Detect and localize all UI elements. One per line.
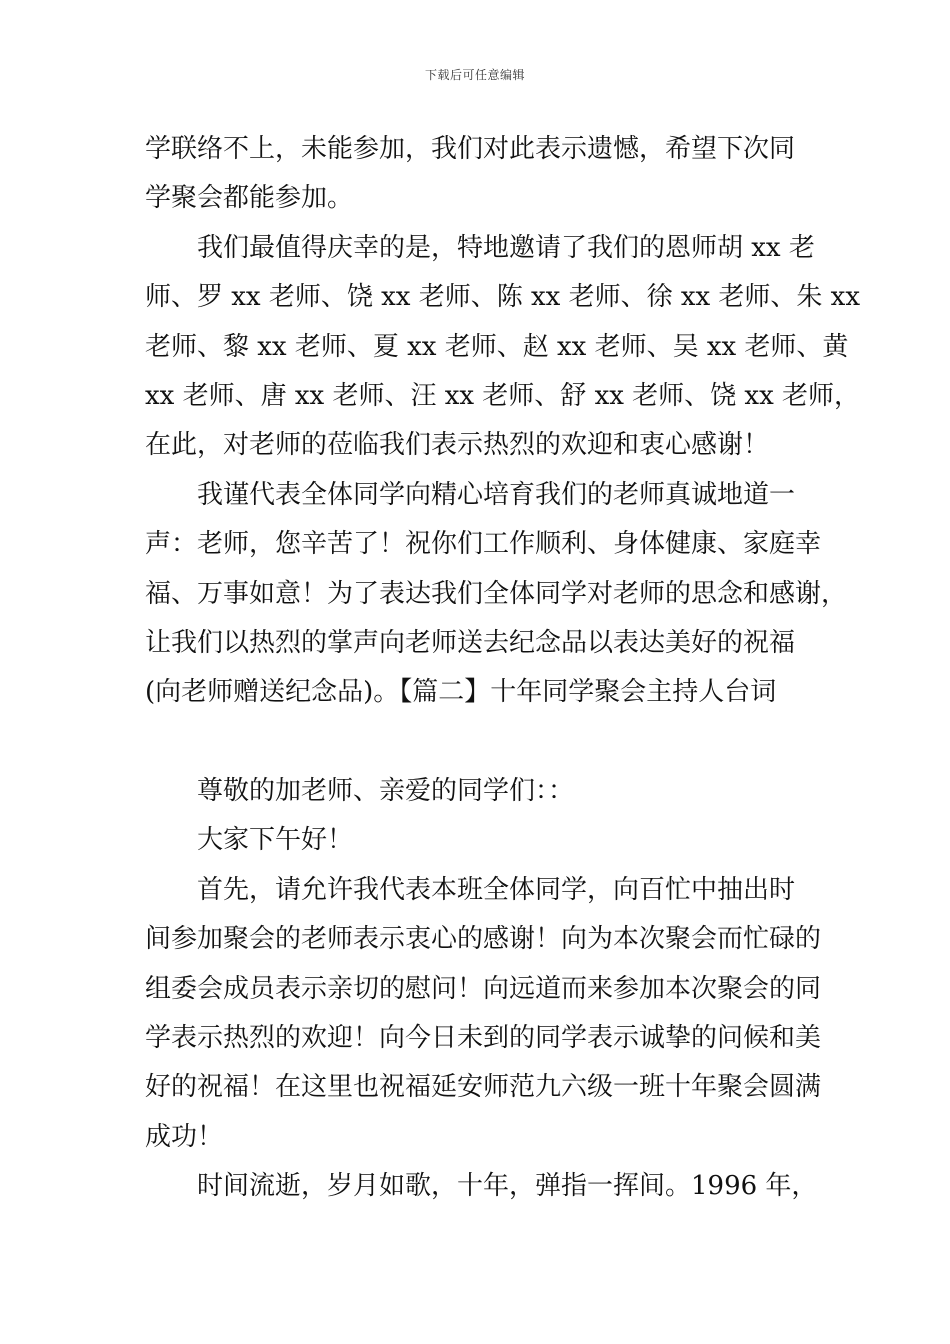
text-line: 老师、黎 xx 老师、夏 xx 老师、赵 xx 老师、吴 xx 老师、黄 [145,331,849,362]
text-line: 成功！ [145,1121,224,1152]
text-line: 福、万事如意！为了表达我们全体同学对老师的思念和感谢， [145,578,848,609]
paragraph-gap [145,718,825,767]
text-line: 学联络不上，未能参加，我们对此表示遗憾，希望下次同 [145,134,796,164]
paragraph-start-line: 我谨代表全体同学向精心培育我们的老师真诚地道一 [197,479,796,510]
text-line: 师、罗 xx 老师、饶 xx 老师、陈 xx 老师、徐 xx 老师、朱 xx [145,282,861,313]
text-line: 让我们以热烈的掌声向老师送去纪念品以表达美好的祝福 [145,627,796,658]
salutation-line: 尊敬的加老师、亲爱的同学们：： [197,776,575,807]
text-line: 声：老师，您辛苦了！祝你们工作顺利、身体健康、家庭幸 [145,529,822,560]
text-line: 学表示热烈的欢迎！向今日未到的同学表示诚挚的问候和美 [145,1023,822,1054]
paragraph-start-line: 首先，请允许我代表本班全体同学，向百忙中抽出时 [197,874,796,905]
paragraph-start-line: 时间流逝，岁月如歌，十年，弹指一挥间。1996 年， [197,1171,818,1202]
paragraph-start-line: 我们最值得庆幸的是，特地邀请了我们的恩师胡 xx 老 [197,232,815,263]
document-body [145,125,861,1212]
text-line: 在此，对老师的莅临我们表示热烈的欢迎和衷心感谢！ [145,430,770,461]
text-line: 组委会成员表示亲切的慰问！向远道而来参加本次聚会的同 [145,973,822,1004]
text-line: 学聚会都能参加。 [145,183,354,214]
page-header: 下载后可任意编辑 [424,68,525,82]
greeting-line: 大家下午好！ [197,825,354,856]
text-line: 好的祝福！在这里也祝福延安师范九六级一班十年聚会圆满 [145,1072,822,1103]
text-line: (向老师赠送纪念品)。【篇二】十年同学聚会主持人台词 [145,677,777,708]
text-line: 间参加聚会的老师表示衷心的感谢！向为本次聚会而忙碌的 [145,924,822,955]
text-line: xx 老师、唐 xx 老师、汪 xx 老师、舒 xx 老师、饶 xx 老师， [145,380,861,411]
